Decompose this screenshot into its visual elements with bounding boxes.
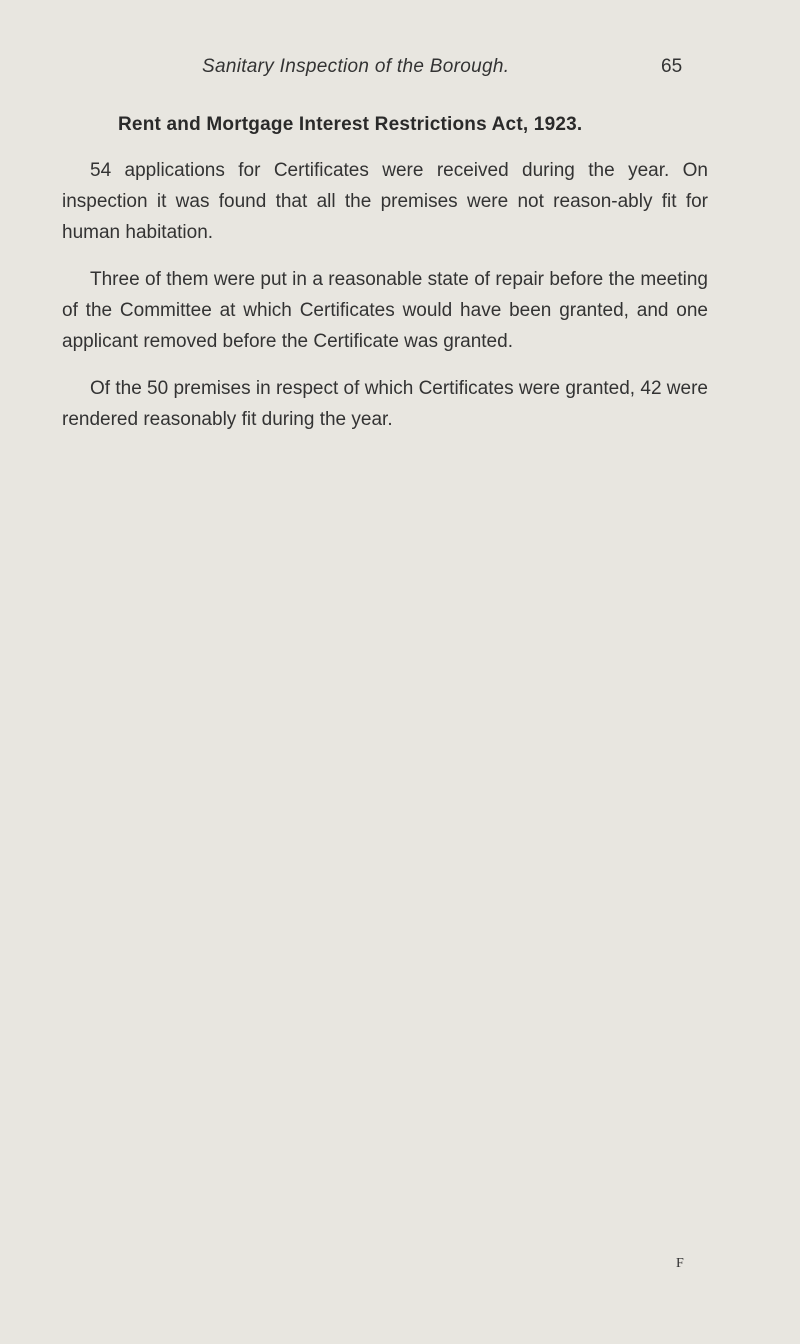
paragraph-repairs: Three of them were put in a reasonable state of repair before the meeting of the Committee at which Certificates would have been granted, and one applicant removed before the Certificate was granted.: [62, 269, 708, 352]
page-number: 65: [661, 56, 683, 77]
signature-mark: F: [676, 1256, 684, 1271]
section-heading: Rent and Mortgage Interest Restrictions Act, 1923.: [118, 114, 583, 135]
paragraph-applications: 54 applications for Certificates were received during the year. On inspection it was found that all the premises were not reason-ably fit for human habitation.: [62, 160, 708, 243]
paragraph-certificates-granted: Of the 50 premises in respect of which Certificates were granted, 42 were rendered reasonably fit during the year.: [62, 378, 708, 430]
running-head: [0, 56, 800, 86]
body-text: [62, 155, 708, 451]
running-title: Sanitary Inspection of the Borough.: [202, 56, 510, 77]
